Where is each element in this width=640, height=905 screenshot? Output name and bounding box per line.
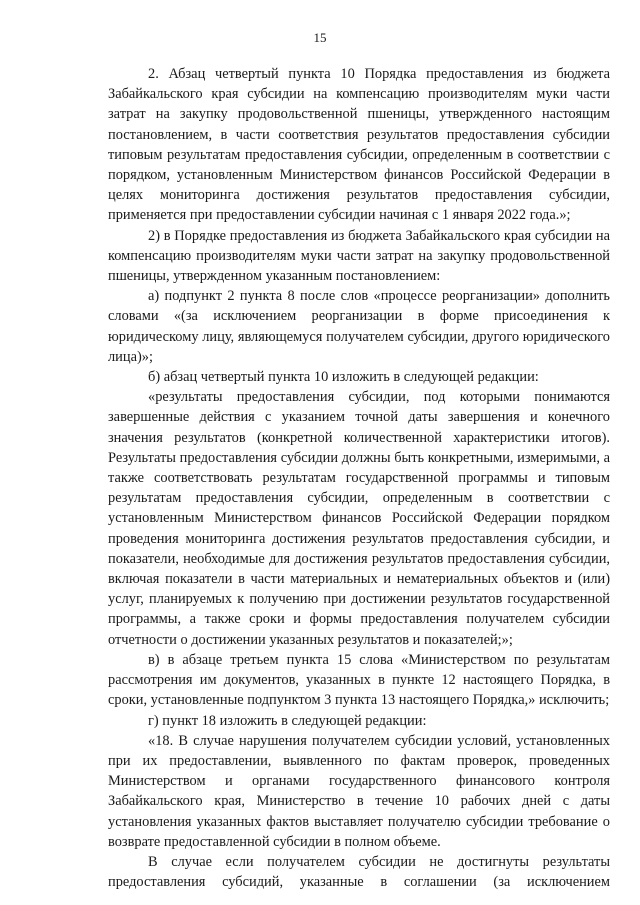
paragraph-9: В случае если получателем субсидии не достигнуты результаты предоставления субсидий, указанные в соглашении (за исключением bbox=[108, 853, 610, 891]
paragraph-1: 2. Абзац четвертый пункта 10 Порядка предоставления из бюджета Забайкальского края субсидии на компенсацию производителям муки части затрат на закупку продовольственной пшеницы, утвержденного настоящим постановлением, в части соответствия результатов предоставления субсидии типовым результатам предоставления субсидии, определенным в соответствии с порядком, установленным Министерством финансов Российской Федерации в целях мониторинга достижения результатов предоставления субсидии, применяется при предоставлении субсидии начиная с 1 января 2022 года.»; bbox=[108, 66, 610, 224]
paragraph-4: б) абзац четвертый пункта 10 изложить в следующей редакции: bbox=[148, 369, 539, 386]
paragraph-7: г) пункт 18 изложить в следующей редакции: bbox=[148, 712, 427, 729]
document-body bbox=[108, 64, 610, 892]
paragraph-8: «18. В случае нарушения получателем субсидии условий, установленных при их предоставлении, выявленного по фактам проверок, проведенных Министерством и органами государственного финансового контроля Забайкальского края, Министерство в течение 10 рабочих дней с даты установления указанных фактов выставляет получателю субсидии требование о возврате предоставленной субсидии в полном объеме. bbox=[108, 732, 610, 850]
paragraph-3: а) подпункт 2 пункта 8 после слов «процессе реорганизации» дополнить словами «(за исключением реорганизации в форме присоединения к юридическому лицу, являющемуся получателем субсидии, другого юридического лица)»; bbox=[108, 288, 610, 365]
paragraph-5: «результаты предоставления субсидии, под которыми понимаются завершенные действия с указанием точной даты завершения и конечного значения результатов (конкретной количественной характеристики итогов). Результаты предоставления субсидии должны быть конкретными, измеримыми, а также соответствовать результатам государственной программы и типовым результатам предоставления субсидии, определенным в соответствии с установленным Министерством финансов Российской Федерации порядком проведения мониторинга достижения результатов предоставления субсидии, и показатели, необходимые для достижения результатов предоставления субсидии, включая показатели в части материальных и нематериальных объектов и (или) услуг, планируемых к получению при достижении результатов государственной программы, а также сроки и формы предоставления получателем субсидии отчетности о достижении указанных результатов и показателей;»; bbox=[108, 389, 610, 648]
page-number: 15 bbox=[313, 30, 327, 45]
paragraph-6: в) в абзаце третьем пункта 15 слова «Министерством по результатам рассмотрения им документов, указанных в пункте 12 настоящего Порядка, в сроки, установленные подпунктом 3 пункта 13 настоящего Порядка,» исключить; bbox=[108, 651, 610, 709]
paragraph-2: 2) в Порядке предоставления из бюджета Забайкальского края субсидии на компенсацию производителям муки части затрат на закупку продовольственной пшеницы, утвержденном указанным постановлением: bbox=[108, 227, 610, 285]
